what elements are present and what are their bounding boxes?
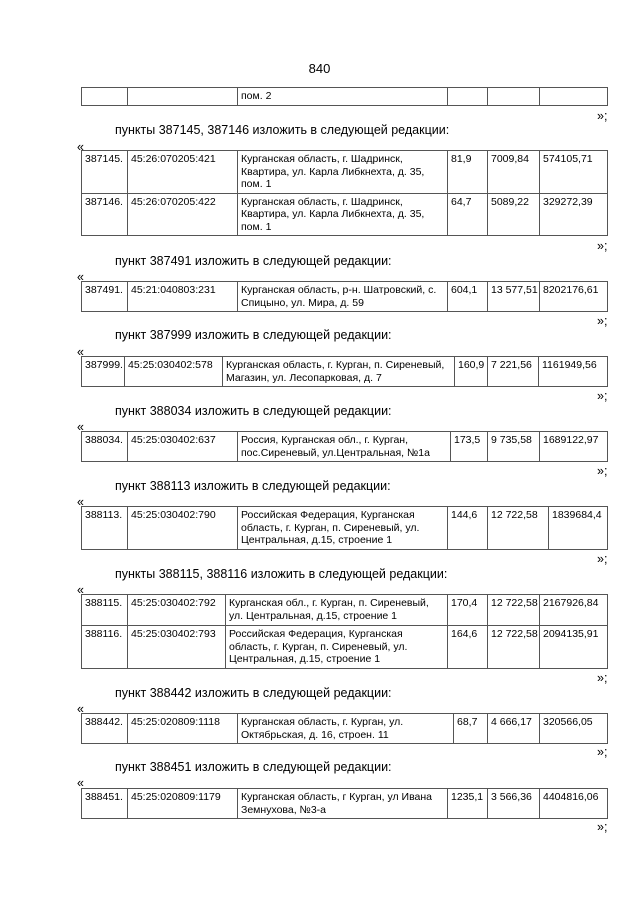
section-table	[81, 281, 608, 312]
cell-address: Российская Федерация, Курганская область, г. Курган, п. Сиреневый, ул. Центральная, д.15, строение 1	[238, 507, 448, 550]
instruction-text: пункт 388442 изложить в следующей редакции:	[115, 686, 392, 700]
table-row	[82, 88, 608, 106]
cell-area: 64,7	[448, 193, 488, 236]
cell-area: 173,5	[451, 432, 488, 462]
table-row	[82, 282, 608, 312]
table-row	[82, 507, 608, 550]
cell-cadastral: 45:25:020809:1118	[128, 714, 238, 744]
page-number: 840	[308, 61, 331, 76]
table-row	[82, 714, 608, 744]
cell-rate: 7 221,56	[488, 357, 539, 387]
table-row	[82, 432, 608, 462]
cell-address: Курганская область, г. Шадринск, Квартира, ул. Карла Либкнехта, д. 35, пом. 1	[238, 193, 448, 236]
cell-area: 144,6	[448, 507, 488, 550]
cell-address: Курганская обл., г. Курган, п. Сиреневый, ул. Центральная, д.15, строение 1	[226, 595, 448, 626]
instruction-text: пункты 387145, 387146 изложить в следующей редакции:	[115, 123, 450, 137]
closing-quote: »;	[597, 820, 608, 834]
opening-quote: «	[77, 702, 84, 716]
section-table	[81, 594, 608, 669]
cell-rate: 13 577,51	[488, 282, 540, 312]
cell-rate	[488, 88, 540, 106]
cell-number: 388115.	[82, 595, 128, 626]
closing-quote: »;	[597, 389, 608, 403]
cell-area	[448, 88, 488, 106]
cell-cadastral: 45:25:030402:792	[128, 595, 226, 626]
cell-address: Курганская область, г Курган, ул Ивана Земнухова, №3-а	[238, 789, 448, 819]
cell-address: Курганская область, г. Курган, ул. Октябрьская, д. 16, строен. 11	[238, 714, 454, 744]
cell-number: 387999.	[82, 357, 125, 387]
cell-number: 388034.	[82, 432, 128, 462]
cell-number: 387146.	[82, 193, 128, 236]
cell-area: 604,1	[448, 282, 488, 312]
closing-quote: »;	[597, 745, 608, 759]
closing-quote: »;	[597, 671, 608, 685]
cell-address: Российская Федерация, Курганская область, г. Курган, п. Сиреневый, ул. Центральная, д.15, строение 1	[226, 626, 448, 669]
opening-quote: «	[77, 140, 84, 154]
cell-cadastral: 45:26:070205:421	[128, 151, 238, 194]
table-row	[82, 357, 608, 387]
closing-quote: »;	[597, 314, 608, 328]
cell-value: 4404816,06	[540, 789, 608, 819]
cell-rate: 4 666,17	[488, 714, 540, 744]
cell-number: 387145.	[82, 151, 128, 194]
cell-cadastral	[128, 88, 238, 106]
cell-address: пом. 2	[238, 88, 448, 106]
cell-cadastral: 45:25:030402:793	[128, 626, 226, 669]
cell-cadastral: 45:26:070205:422	[128, 193, 238, 236]
cell-number: 387491.	[82, 282, 128, 312]
cell-area: 164,6	[448, 626, 488, 669]
cell-area: 68,7	[454, 714, 488, 744]
cell-cadastral: 45:25:030402:790	[128, 507, 238, 550]
section-table	[81, 713, 608, 744]
closing-quote: »;	[597, 109, 608, 123]
instruction-text: пункт 388034 изложить в следующей редакции:	[115, 404, 392, 418]
cell-rate: 12 722,58	[488, 507, 549, 550]
instruction-text: пункт 388451 изложить в следующей редакции:	[115, 760, 392, 774]
cell-address: Курганская область, г. Курган, п. Сиреневый, Магазин, ул. Лесопарковая, д. 7	[223, 357, 455, 387]
opening-quote: «	[77, 776, 84, 790]
opening-quote: «	[77, 270, 84, 284]
cell-value	[540, 88, 608, 106]
cell-value: 2094135,91	[540, 626, 608, 669]
cell-number	[82, 88, 128, 106]
cell-value: 8202176,61	[540, 282, 608, 312]
cell-area: 170,4	[448, 595, 488, 626]
cell-rate: 9 735,58	[488, 432, 540, 462]
instruction-text: пункт 387491 изложить в следующей редакции:	[115, 254, 392, 268]
opening-quote: «	[77, 583, 84, 597]
table-row	[82, 789, 608, 819]
cell-value: 574105,71	[540, 151, 608, 194]
table-row	[82, 151, 608, 194]
cell-value: 329272,39	[540, 193, 608, 236]
section-table	[81, 431, 608, 462]
cell-cadastral: 45:21:040803:231	[128, 282, 238, 312]
cell-number: 388116.	[82, 626, 128, 669]
instruction-text: пункты 388115, 388116 изложить в следующей редакции:	[115, 567, 448, 581]
cell-rate: 3 566,36	[488, 789, 540, 819]
section-table	[81, 506, 608, 550]
opening-quote: «	[77, 345, 84, 359]
cell-area: 160,9	[455, 357, 488, 387]
cell-address: Курганская область, р-н. Шатровский, с. Спицыно, ул. Мира, д. 59	[238, 282, 448, 312]
cell-cadastral: 45:25:030402:637	[128, 432, 238, 462]
instruction-text: пункт 387999 изложить в следующей редакции:	[115, 328, 392, 342]
closing-quote: »;	[597, 239, 608, 253]
cell-rate: 7009,84	[488, 151, 540, 194]
section-table	[81, 356, 608, 387]
cell-value: 1161949,56	[539, 357, 608, 387]
cell-number: 388113.	[82, 507, 128, 550]
cell-value: 320566,05	[540, 714, 608, 744]
continuation-table	[81, 87, 608, 106]
cell-cadastral: 45:25:020809:1179	[128, 789, 238, 819]
closing-quote: »;	[597, 464, 608, 478]
cell-area: 81,9	[448, 151, 488, 194]
cell-address: Курганская область, г. Шадринск, Квартира, ул. Карла Либкнехта, д. 35, пом. 1	[238, 151, 448, 194]
cell-value: 1839684,4	[549, 507, 608, 550]
section-table	[81, 788, 608, 819]
cell-number: 388442.	[82, 714, 128, 744]
cell-number: 388451.	[82, 789, 128, 819]
closing-quote: »;	[597, 552, 608, 566]
cell-cadastral: 45:25:030402:578	[125, 357, 223, 387]
cell-value: 2167926,84	[540, 595, 608, 626]
instruction-text: пункт 388113 изложить в следующей редакции:	[115, 479, 391, 493]
table-row	[82, 193, 608, 236]
cell-rate: 12 722,58	[488, 595, 540, 626]
cell-area: 1235,1	[448, 789, 488, 819]
opening-quote: «	[77, 420, 84, 434]
cell-address: Россия, Курганская обл., г. Курган, пос.Сиреневый, ул.Центральная, №1а	[238, 432, 451, 462]
opening-quote: «	[77, 495, 84, 509]
section-table	[81, 150, 608, 236]
cell-value: 1689122,97	[540, 432, 608, 462]
table-row	[82, 626, 608, 669]
cell-rate: 5089,22	[488, 193, 540, 236]
cell-rate: 12 722,58	[488, 626, 540, 669]
table-row	[82, 595, 608, 626]
